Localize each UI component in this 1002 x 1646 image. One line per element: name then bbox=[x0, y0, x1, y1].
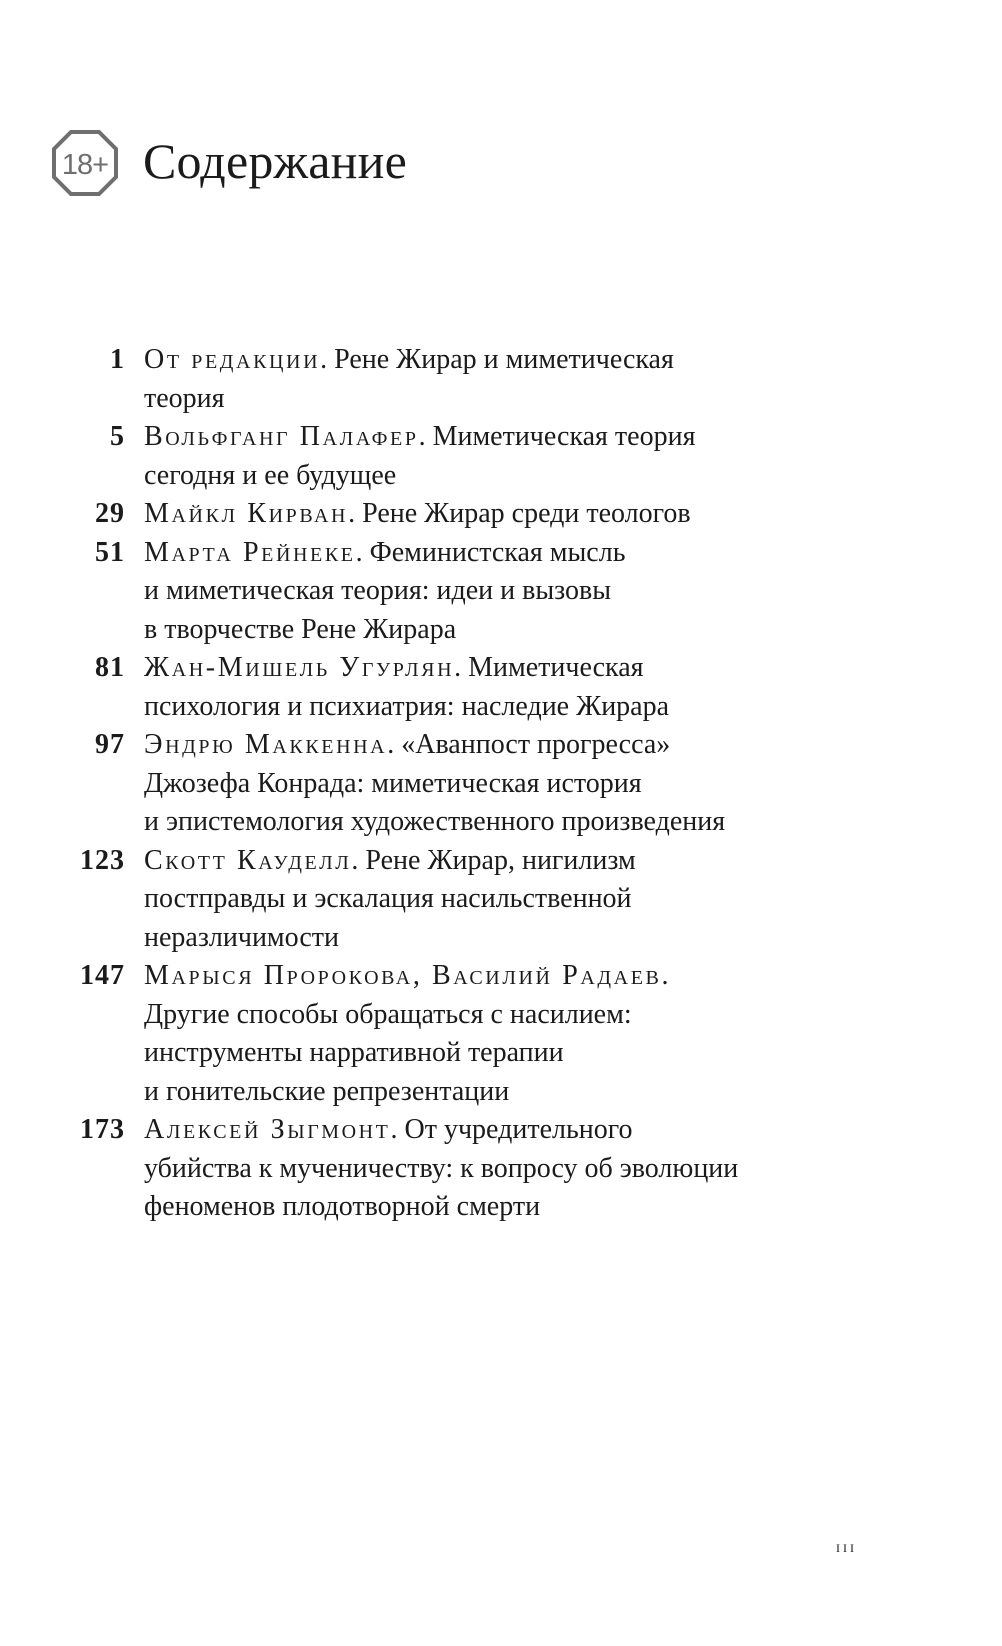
table-of-contents bbox=[0, 341, 1002, 1227]
toc-title-line: Рене Жирар среди теологов bbox=[362, 498, 691, 529]
toc-entry[interactable]: 29 Майкл Кирван. Рене Жирар среди теологов bbox=[0, 495, 1002, 534]
page-folio: iii bbox=[836, 1537, 857, 1556]
toc-title-line: сегодня и ее будущее bbox=[144, 459, 397, 491]
toc-title-line: инструменты нарративной терапии bbox=[144, 1037, 564, 1068]
age-rating-text: 18+ bbox=[61, 149, 109, 181]
toc-page-number: 29 bbox=[95, 498, 125, 529]
toc-author: Марыся Пророкова, Василий Радаев bbox=[144, 960, 662, 991]
toc-page-number: 5 bbox=[110, 421, 125, 452]
toc-title-line: Рене Жирар и миметическая bbox=[334, 344, 674, 375]
toc-page-number: 173 bbox=[80, 1114, 125, 1145]
toc-author: Майкл Кирван bbox=[144, 498, 349, 529]
toc-entry[interactable]: 51 Марта Рейнеке. Феминистская мысль и миметическая теория: идеи и вызовы в творчестве Рене Жирара bbox=[0, 534, 1002, 650]
toc-title-line: и эпистемология художественного произведения bbox=[144, 806, 726, 837]
toc-title-line: и миметическая теория: идеи и вызовы bbox=[144, 575, 612, 606]
toc-page-number: 81 bbox=[95, 652, 125, 683]
toc-title-line: и гонительские репрезентации bbox=[144, 1075, 510, 1107]
toc-title-line: психология и психиатрия: наследие Жирара bbox=[144, 690, 670, 722]
page-title: Содержание bbox=[143, 133, 407, 189]
age-rating-icon bbox=[52, 130, 118, 196]
toc-entry[interactable]: 147 Марыся Пророкова, Василий Радаев. Другие способы обращаться с насилием: инструменты нарративной терапии и гонительские репрезентации bbox=[0, 957, 1002, 1111]
toc-author: Вольфганг Палафер bbox=[144, 421, 419, 452]
toc-page-number: 147 bbox=[80, 960, 125, 991]
toc-entry[interactable]: 97 Эндрю Маккенна. «Аванпост прогресса» Джозефа Конрада: миметическая история и эпистемология художественного произведения bbox=[0, 726, 1002, 842]
toc-title-line: Миметическая теория bbox=[432, 421, 696, 452]
toc-page-number: 1 bbox=[110, 344, 125, 375]
toc-title-line: теория bbox=[144, 382, 225, 414]
toc-title-line: феноменов плодотворной смерти bbox=[144, 1191, 541, 1222]
toc-author: Эндрю Маккенна bbox=[144, 729, 388, 760]
toc-title-line: Миметическая bbox=[468, 652, 644, 683]
toc-title-line: неразличимости bbox=[144, 921, 339, 953]
toc-entry[interactable]: 173 Алексей Зыгмонт. От учредительного убийства к мученичеству: к вопросу об эволюции феноменов плодотворной смерти bbox=[0, 1111, 1002, 1227]
toc-author: Скотт Кауделл bbox=[144, 844, 352, 876]
age-rating-badge bbox=[52, 130, 118, 196]
toc-title-line: Джозефа Конрада: миметическая история bbox=[144, 767, 642, 799]
toc-entry[interactable]: 1 От редакции. Рене Жирар и миметическая теория bbox=[0, 341, 1002, 418]
toc-title-line: Феминистская мысль bbox=[369, 536, 626, 568]
toc-title-line: Рене Жирар, нигилизм bbox=[365, 844, 636, 876]
toc-title-line: в творчестве Рене Жирара bbox=[144, 613, 457, 645]
toc-title-line: убийства к мученичеству: к вопросу об эволюции bbox=[144, 1152, 739, 1184]
toc-title-line: От учредительного bbox=[404, 1114, 633, 1145]
toc-author: Марта Рейнеке bbox=[144, 536, 356, 568]
toc-author: Алексей Зыгмонт bbox=[144, 1114, 391, 1145]
toc-title-line: постправды и эскалация насильственной bbox=[144, 883, 632, 914]
toc-entry[interactable]: 81 Жан-Мишель Угурлян. Миметическая психология и психиатрия: наследие Жирара bbox=[0, 649, 1002, 726]
toc-title-line: «Аванпост прогресса» bbox=[401, 729, 671, 760]
toc-entry[interactable]: 123 Скотт Кауделл. Рене Жирар, нигилизм постправды и эскалация насильственной неразличимости bbox=[0, 842, 1002, 958]
toc-page-number: 51 bbox=[95, 536, 125, 568]
toc-author: Жан-Мишель Угурлян bbox=[144, 652, 455, 683]
toc-entry[interactable]: 5 Вольфганг Палафер. Миметическая теория сегодня и ее будущее bbox=[0, 418, 1002, 495]
toc-page-number: 97 bbox=[95, 729, 125, 760]
toc-author: От редакции bbox=[144, 344, 321, 375]
toc-title-line: Другие способы обращаться с насилием: bbox=[144, 998, 632, 1030]
toc-page-number: 123 bbox=[80, 844, 125, 876]
